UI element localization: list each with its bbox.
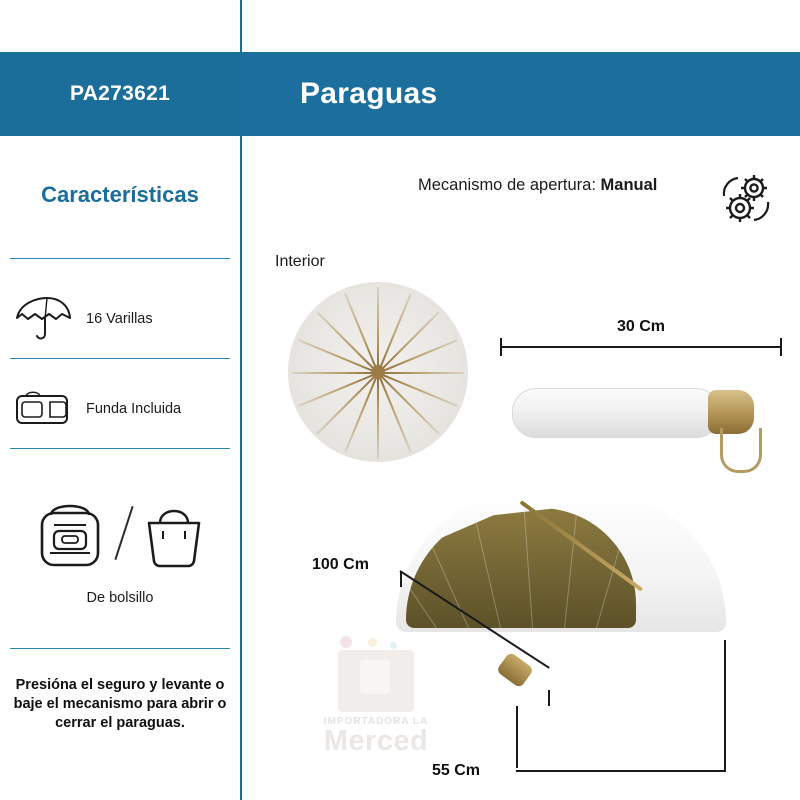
box-cube xyxy=(338,650,414,712)
umbrella-icon xyxy=(0,296,86,342)
dot-pink xyxy=(340,636,352,648)
watermark-line1: IMPORTADORA LA xyxy=(323,716,429,727)
usage-note: Presióna el seguro y levante o baje el mecanismo para abrir o cerrar el paraguas. xyxy=(13,677,227,732)
features-title: Características xyxy=(41,182,199,207)
dimension-height-label: 55 Cm xyxy=(432,762,481,779)
interior-photo xyxy=(288,282,468,462)
dimension-folded-length xyxy=(500,318,782,352)
dimension-cap-left xyxy=(500,338,502,356)
divider-3 xyxy=(10,448,230,449)
folded-umbrella-photo xyxy=(512,366,774,486)
gears-icon xyxy=(716,168,778,235)
divider-4 xyxy=(10,648,230,649)
dimension-line-height-end xyxy=(724,640,726,770)
divider-1 xyxy=(10,258,230,259)
feature-row-case xyxy=(0,378,240,440)
dimension-canopy-label: 100 Cm xyxy=(312,556,369,573)
feature-label-case: Funda Incluida xyxy=(86,401,182,417)
box-icon xyxy=(328,636,424,714)
watermark-logo xyxy=(276,636,476,776)
handbag-icon xyxy=(141,493,207,574)
pocket-label: De bolsillo xyxy=(86,590,154,606)
feature-label-ribs: 16 Varillas xyxy=(86,311,153,327)
feature-row-ribs xyxy=(0,288,240,350)
watermark-line2: Merced xyxy=(323,725,429,757)
sku-text: PA273621 xyxy=(69,82,171,105)
dimension-cap-right xyxy=(780,338,782,356)
dimension-bar xyxy=(500,346,782,348)
dimension-line-height-vert xyxy=(516,706,518,768)
pocket-icon-group xyxy=(0,478,240,588)
folded-umbrella-body xyxy=(512,388,720,438)
interior-label: Interior xyxy=(275,253,325,270)
dimension-folded-value: 30 Cm xyxy=(616,318,666,335)
case-icon xyxy=(0,388,86,430)
umbrella-handle xyxy=(496,651,534,688)
separator-slash xyxy=(114,506,133,560)
divider-2 xyxy=(10,358,230,359)
sku-band xyxy=(0,52,240,136)
page-title: Paraguas xyxy=(300,77,438,110)
dot-yellow xyxy=(368,638,377,647)
folded-umbrella-strap xyxy=(720,428,762,473)
feature-block-pocket xyxy=(0,478,240,606)
backpack-icon xyxy=(33,491,107,576)
mechanism-label: Mecanismo de apertura: xyxy=(418,176,596,194)
header-band xyxy=(242,52,800,136)
dot-blue xyxy=(390,642,397,649)
mechanism-value: Manual xyxy=(600,176,658,194)
mechanism-line xyxy=(418,176,657,195)
left-column xyxy=(0,0,240,800)
dimension-line-height-horiz xyxy=(516,770,726,772)
dimension-line-canopy-end xyxy=(548,690,550,706)
